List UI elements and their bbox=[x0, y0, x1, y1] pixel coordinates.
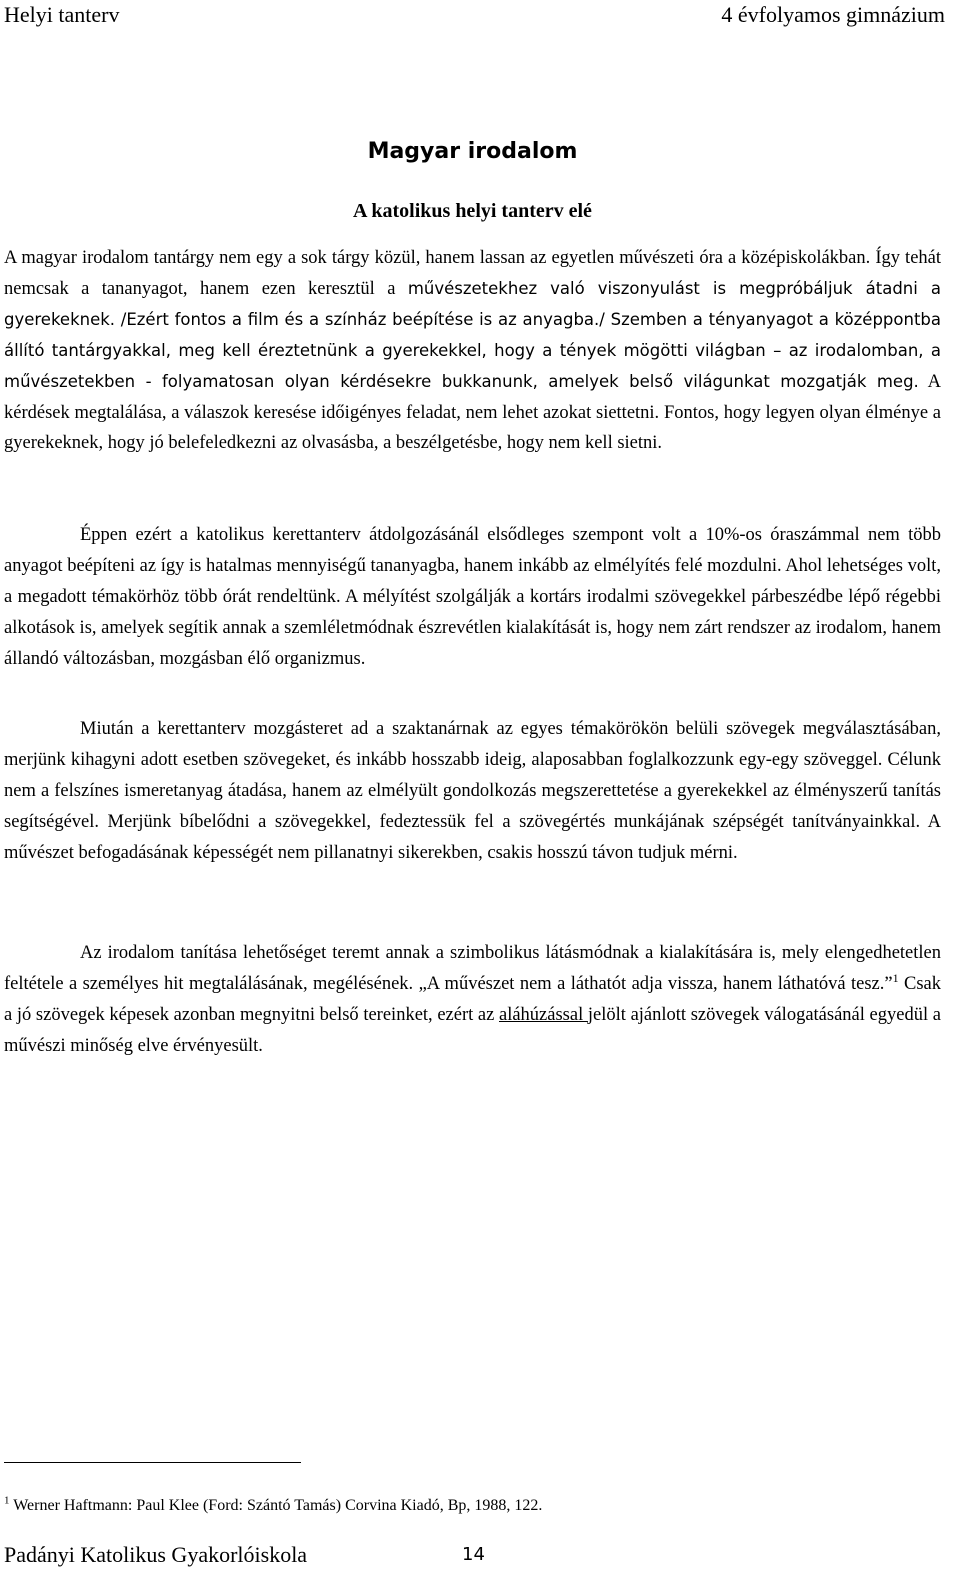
document-subtitle: A katolikus helyi tanterv elé bbox=[353, 200, 592, 222]
page-footer bbox=[0, 1538, 945, 1572]
paragraph-1-sans: művészetekhez való viszonyulást is megpróbáljuk átadni a gyerekeknek. /Ezért fontos a film és a színház beépítése is az anyagba./ Szemben a tényanyagot a középpontba állító tantárgyakkal, meg kell éreztetnünk a gyerekekkel, hogy a tények mögötti világban – az irodalomban, a művészetekben - folyamatosan olyan kérdésekre bukkanunk, amelyek belső világunkat mozgatják meg. bbox=[4, 278, 942, 391]
running-header bbox=[0, 0, 945, 30]
paragraph-1 bbox=[4, 243, 941, 459]
paragraph-1-serif: A magyar irodalom tantárgy nem egy a sok tárgy közül, hanem lassan az egyetlen művészeti óra a középiskolákban. Így tehát nemcsak a tananyagot, hanem ezen keresztül a bbox=[4, 248, 941, 299]
header-right-text: 4 évfolyamos gimnázium bbox=[721, 2, 945, 27]
paragraph-3: Miután a kerettanterv mozgásteret ad a szaktanárnak az egyes témakörökön belüli szövegek megválasztásában, merjünk kihagyni adott esetben szövegeket, és inkább hosszabb ideig, alaposabban foglalkozzunk egy-egy szöveggel. Célunk nem a felszínes ismeretanyag átadása, hanem az elmélyült gondolkozás megszerettetése a gyerekekkel az élményszerű tanítás segítségével. Merjünk bíbelődni a szövegekkel, fedeztessük fel a szövegértés munkájának szépségét tanítványainkkal. A művészet befogadásának képességét nem pillanatnyi sikerekben, csakis hosszú távon tudjuk mérni. bbox=[4, 719, 941, 863]
document-title: Magyar irodalom bbox=[367, 139, 578, 164]
footnote-text: Werner Haftmann: Paul Klee (Ford: Szántó Tamás) Corvina Kiadó, Bp, 1988, 122. bbox=[9, 1497, 543, 1514]
footnote-reference[interactable]: 1 bbox=[892, 970, 899, 985]
footnote-number: 1 bbox=[4, 1494, 10, 1507]
footer-school-name: Padányi Katolikus Gyakorlóiskola bbox=[4, 1542, 308, 1567]
paragraph-1-serif-tail: A kérdések megtalálása, a válaszok keresése időigényes feladat, nem lehet azokat siettetni. Fontos, hogy legyen olyan élménye a gyerekeknek, hogy jó belefeledkezni az olvasásba, a beszélgetésbe, hogy nem kell sietni. bbox=[4, 371, 941, 454]
paragraph-4-intro: Az irodalom tanítása lehetőséget teremt annak a szimbolikus látásmódnak a kialakítására is, mely elengedhetetlen feltétele a személyes hit megtalálásának, megélésének. bbox=[4, 943, 941, 994]
klee-quote: „A művészet nem a láthatót adja vissza, hanem láthatóvá tesz.” bbox=[418, 973, 893, 994]
underlined-term: aláhúzással bbox=[499, 1004, 588, 1025]
paragraph-4-middle: Csak a jó szövegek képesek azonban megnyitni belső tereinket, ezért az bbox=[4, 973, 942, 1025]
page-number: 14 bbox=[462, 1544, 485, 1565]
header-left-text: Helyi tanterv bbox=[4, 2, 120, 27]
footnote-divider bbox=[4, 1462, 301, 1463]
paragraph-4 bbox=[4, 938, 941, 1062]
paragraph-4-tail: jelölt ajánlott szövegek válogatásánál egyedül a művészi minőség elve érvényesült. bbox=[4, 1004, 941, 1056]
footnote bbox=[4, 1492, 941, 1520]
paragraph-2: Éppen ezért a katolikus kerettanterv átdolgozásánál elsődleges szempont volt a 10%-os óraszámmal nem több anyagot beépíteni az így is hatalmas mennyiségű tananyagba, hanem inkább az elmélyítés felé mozdulni. Ahol lehetséges volt, a megadott témakörhöz több órát rendeltünk. A mélyítést szolgálják a kortárs irodalmi szövegekkel párbeszédbe lépő régebbi alkotások is, amelyek segítik annak a szemléletmódnak észrevétlen kialakítását is, hogy nem zárt rendszer az irodalom, hanem állandó változásban, mozgásban élő organizmus. bbox=[4, 525, 941, 669]
